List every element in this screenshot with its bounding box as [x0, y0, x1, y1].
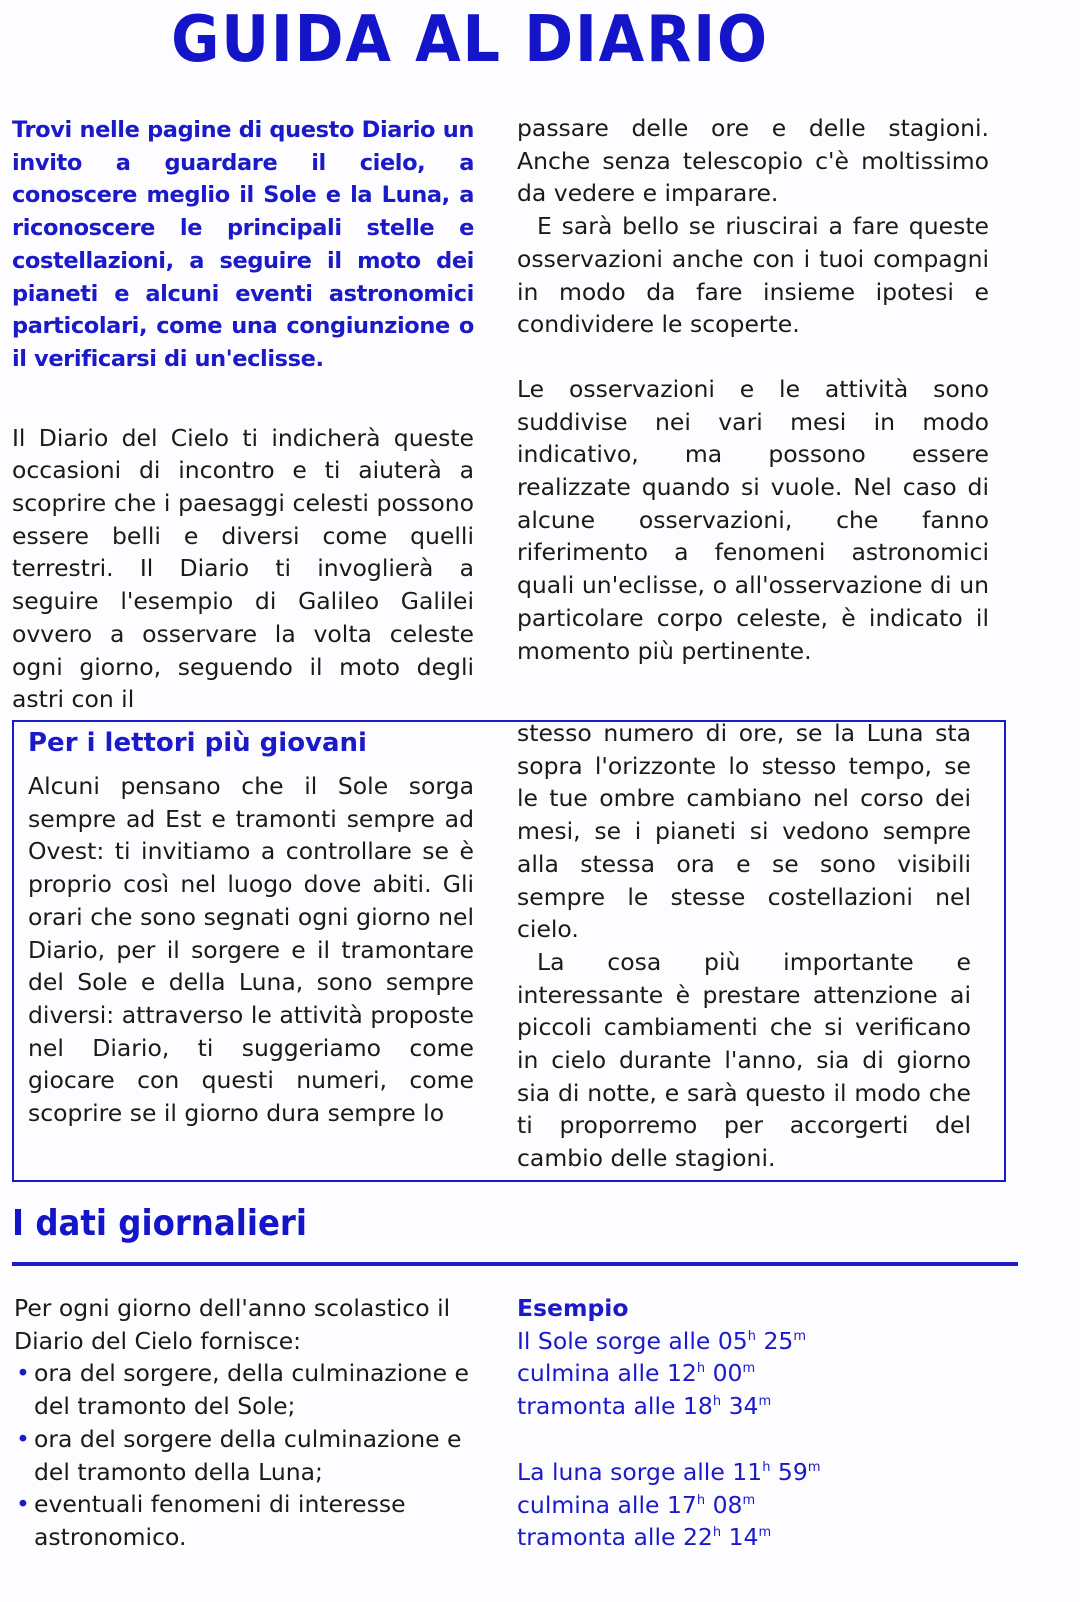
intro-right-column — [517, 112, 989, 667]
young-readers-paragraph-left: Alcuni pensano che il Sole sorga sempre ad Est e tramonti sempre ad Ovest: ti invitiamo a controllare se è proprio così nel luogo dove abiti. Gli orari che sono segnati ogni giorno nel Diario, per il sorgere e il tramontare del Sole e della Luna, sono sempre diversi: attraverso le attività proposte nel Diario, ti suggeriamo come giocare con questi numeri, come scoprire se il giorno dura sempre lo — [28, 772, 474, 1128]
daily-data-list — [14, 1357, 486, 1553]
daily-data-intro: Per ogni giorno dell'anno scolastico il Diario del Cielo fornisce: — [14, 1294, 451, 1355]
list-item: • ora del sorgere, della culminazione e del tramonto del Sole; — [16, 1359, 469, 1421]
example-moon-rise: La luna sorge alle 11$^h$ 59$^m$ — [517, 1457, 821, 1486]
intro-paragraph-right-3: Le osservazioni e le attività sono suddivise nei vari mesi in modo indicativo, ma possono essere realizzate quando si vuole. Nel caso di alcune osservazioni, che fanno riferimento a fenomeni astronomici quali un'eclisse, o all'osservazione di un particolare corpo celeste, è indicato il momento più pertinente. — [517, 374, 989, 665]
section-divider — [12, 1262, 1018, 1266]
intro-paragraph-left: Il Diario del Cielo ti indicherà queste occasioni di incontro e ti aiuterà a scoprire che i paesaggi celesti possono essere belli e diversi come quelli terrestri. Il Diario ti invoglierà a seguire l'esempio di Galileo Galilei ovvero a osservare la volta celeste ogni giorno, seguendo il moto degli astri con il — [12, 423, 474, 714]
daily-data-title: I dati giornalieri — [12, 1203, 308, 1244]
example-sun-set: tramonta alle 18$^h$ 34$^m$ — [517, 1392, 772, 1421]
young-readers-right-column — [517, 717, 971, 1175]
young-readers-left-column — [28, 726, 474, 1130]
bullet-icon: • — [16, 1359, 30, 1388]
example-moon-set: tramonta alle 22$^h$ 14$^m$ — [517, 1523, 772, 1552]
intro-paragraph-right-2: E sarà bello se riuscirai a fare queste osservazioni anche con i tuoi compagni in modo da fare insieme ipotesi e condividere le scoperte. — [517, 212, 989, 339]
intro-paragraph-right-1: passare delle ore e delle stagioni. Anche senza telescopio c'è moltissimo da vedere e imparare. — [517, 114, 989, 208]
example-moon-culmination: culmina alle 17$^h$ 08$^m$ — [517, 1490, 756, 1519]
example-sun-rise: Il Sole sorge alle 05$^h$ 25$^m$ — [517, 1326, 807, 1355]
young-readers-paragraph-right-1: stesso numero di ore, se la Luna sta sopra l'orizzonte lo stesso tempo, se le tue ombre cambiano nel corso dei mesi, se i pianeti si vedono sempre alla stessa ora e se sono visibili sempre le stesse costellazioni nel cielo. — [517, 719, 971, 944]
example-sun-culmination: culmina alle 12$^h$ 00$^m$ — [517, 1359, 756, 1388]
bullet-icon: • — [16, 1490, 30, 1519]
intro-left-column — [12, 114, 474, 716]
young-readers-paragraph-right-2: La cosa più importante e interessante è prestare attenzione ai piccoli cambiamenti che si verificano in cielo durante l'anno, sia di giorno sia di notte, e sarà questo il modo che ti proporremo per accorgerti del cambio delle stagioni. — [517, 947, 971, 1173]
bullet-icon: • — [16, 1424, 30, 1453]
list-item: • eventuali fenomeni di interesse astronomico. — [16, 1490, 406, 1551]
intro-lead: Trovi nelle pagine di questo Diario un invito a guardare il cielo, a conoscere meglio il Sole e la Luna, a riconoscere le principali stelle e costellazioni, a seguire il moto dei pianeti e alcuni eventi astronomici particolari, come una congiunzione o il verificarsi di un'eclisse. — [12, 117, 474, 372]
young-readers-heading: Per i lettori più giovani — [28, 728, 367, 758]
daily-data-left-column — [14, 1292, 486, 1554]
page-title: GUIDA AL DIARIO — [171, 3, 769, 77]
example-heading: Esempio — [517, 1294, 629, 1322]
example-block — [517, 1292, 821, 1554]
list-item: • ora del sorgere della culminazione e del tramonto della Luna; — [16, 1424, 462, 1486]
